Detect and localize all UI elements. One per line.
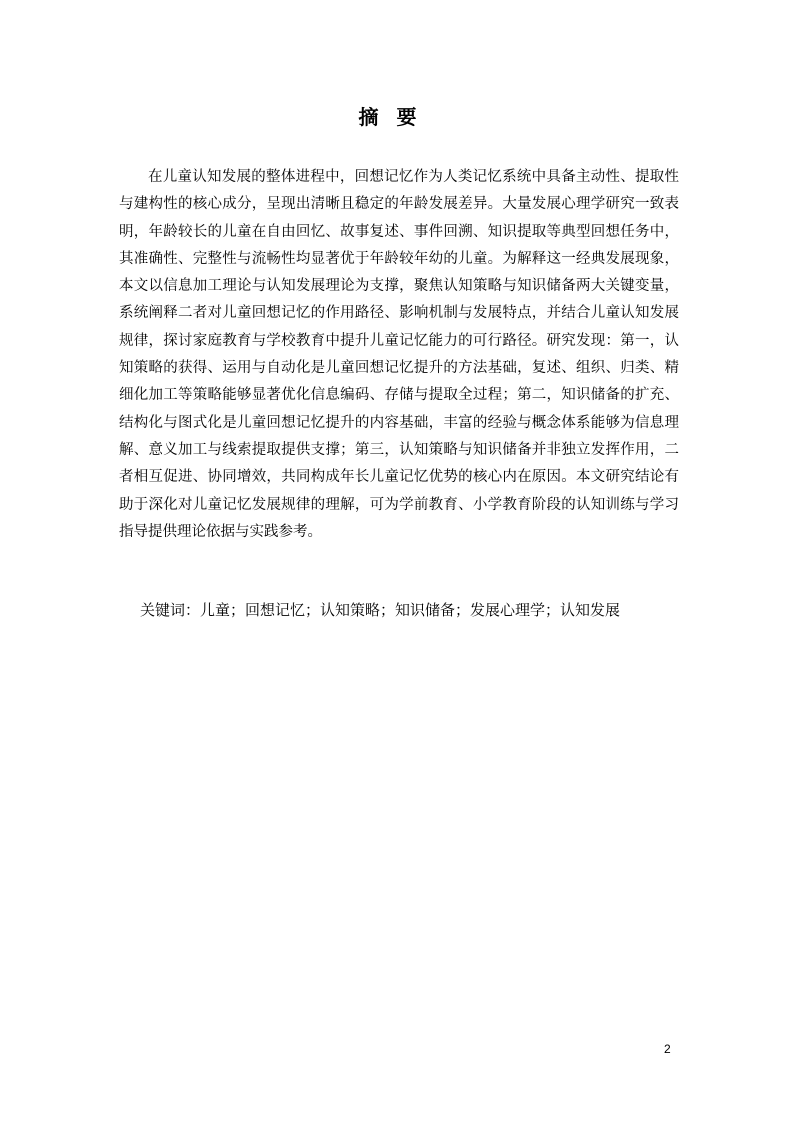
page-number: 2 (664, 1042, 671, 1056)
abstract-paragraph: 在儿童认知发展的整体进程中，回想记忆作为人类记忆系统中具备主动性、提取性与建构性的核心成分，呈现出清晰且稳定的年龄发展差异。大量发展心理学研究一致表明，年龄较长的儿童在自由回忆、故事复述、事件回溯、知识提取等典型回想任务中，其准确性、完整性与流畅性均显著优于年龄较年幼的儿童。为解释这一经典发展现象，本文以信息加工理论与认知发展理论为支撑，聚焦认知策略与知识储备两大关键变量，系统阐释二者对儿童回想记忆的作用路径、影响机制与发展特点，并结合儿童认知发展规律，探讨家庭教育与学校教育中提升儿童记忆能力的可行路径。研究发现：第一，认知策略的获得、运用与自动化是儿童回想记忆提升的方法基础，复述、组织、归类、精细化加工等策略能够显著优化信息编码、存储与提取全过程；第二，知识储备的扩充、结构化与图式化是儿童回想记忆提升的内容基础，丰富的经验与概念体系能够为信息理解、意义加工与线索提取提供支撑；第三，认知策略与知识储备并非独立发挥作用，二者相互促进、协同增效，共同构成年长儿童记忆优势的核心内在原因。本文研究结论有助于深化对儿童记忆发展规律的理解，可为学前教育、小学教育阶段的认知训练与学习指导提供理论依据与实践参考。 (119, 169, 679, 540)
keywords-line: 关键词：儿童；回想记忆；认知策略；知识储备；发展心理学；认知发展 (140, 601, 621, 619)
page-title: 摘要 (358, 105, 435, 129)
